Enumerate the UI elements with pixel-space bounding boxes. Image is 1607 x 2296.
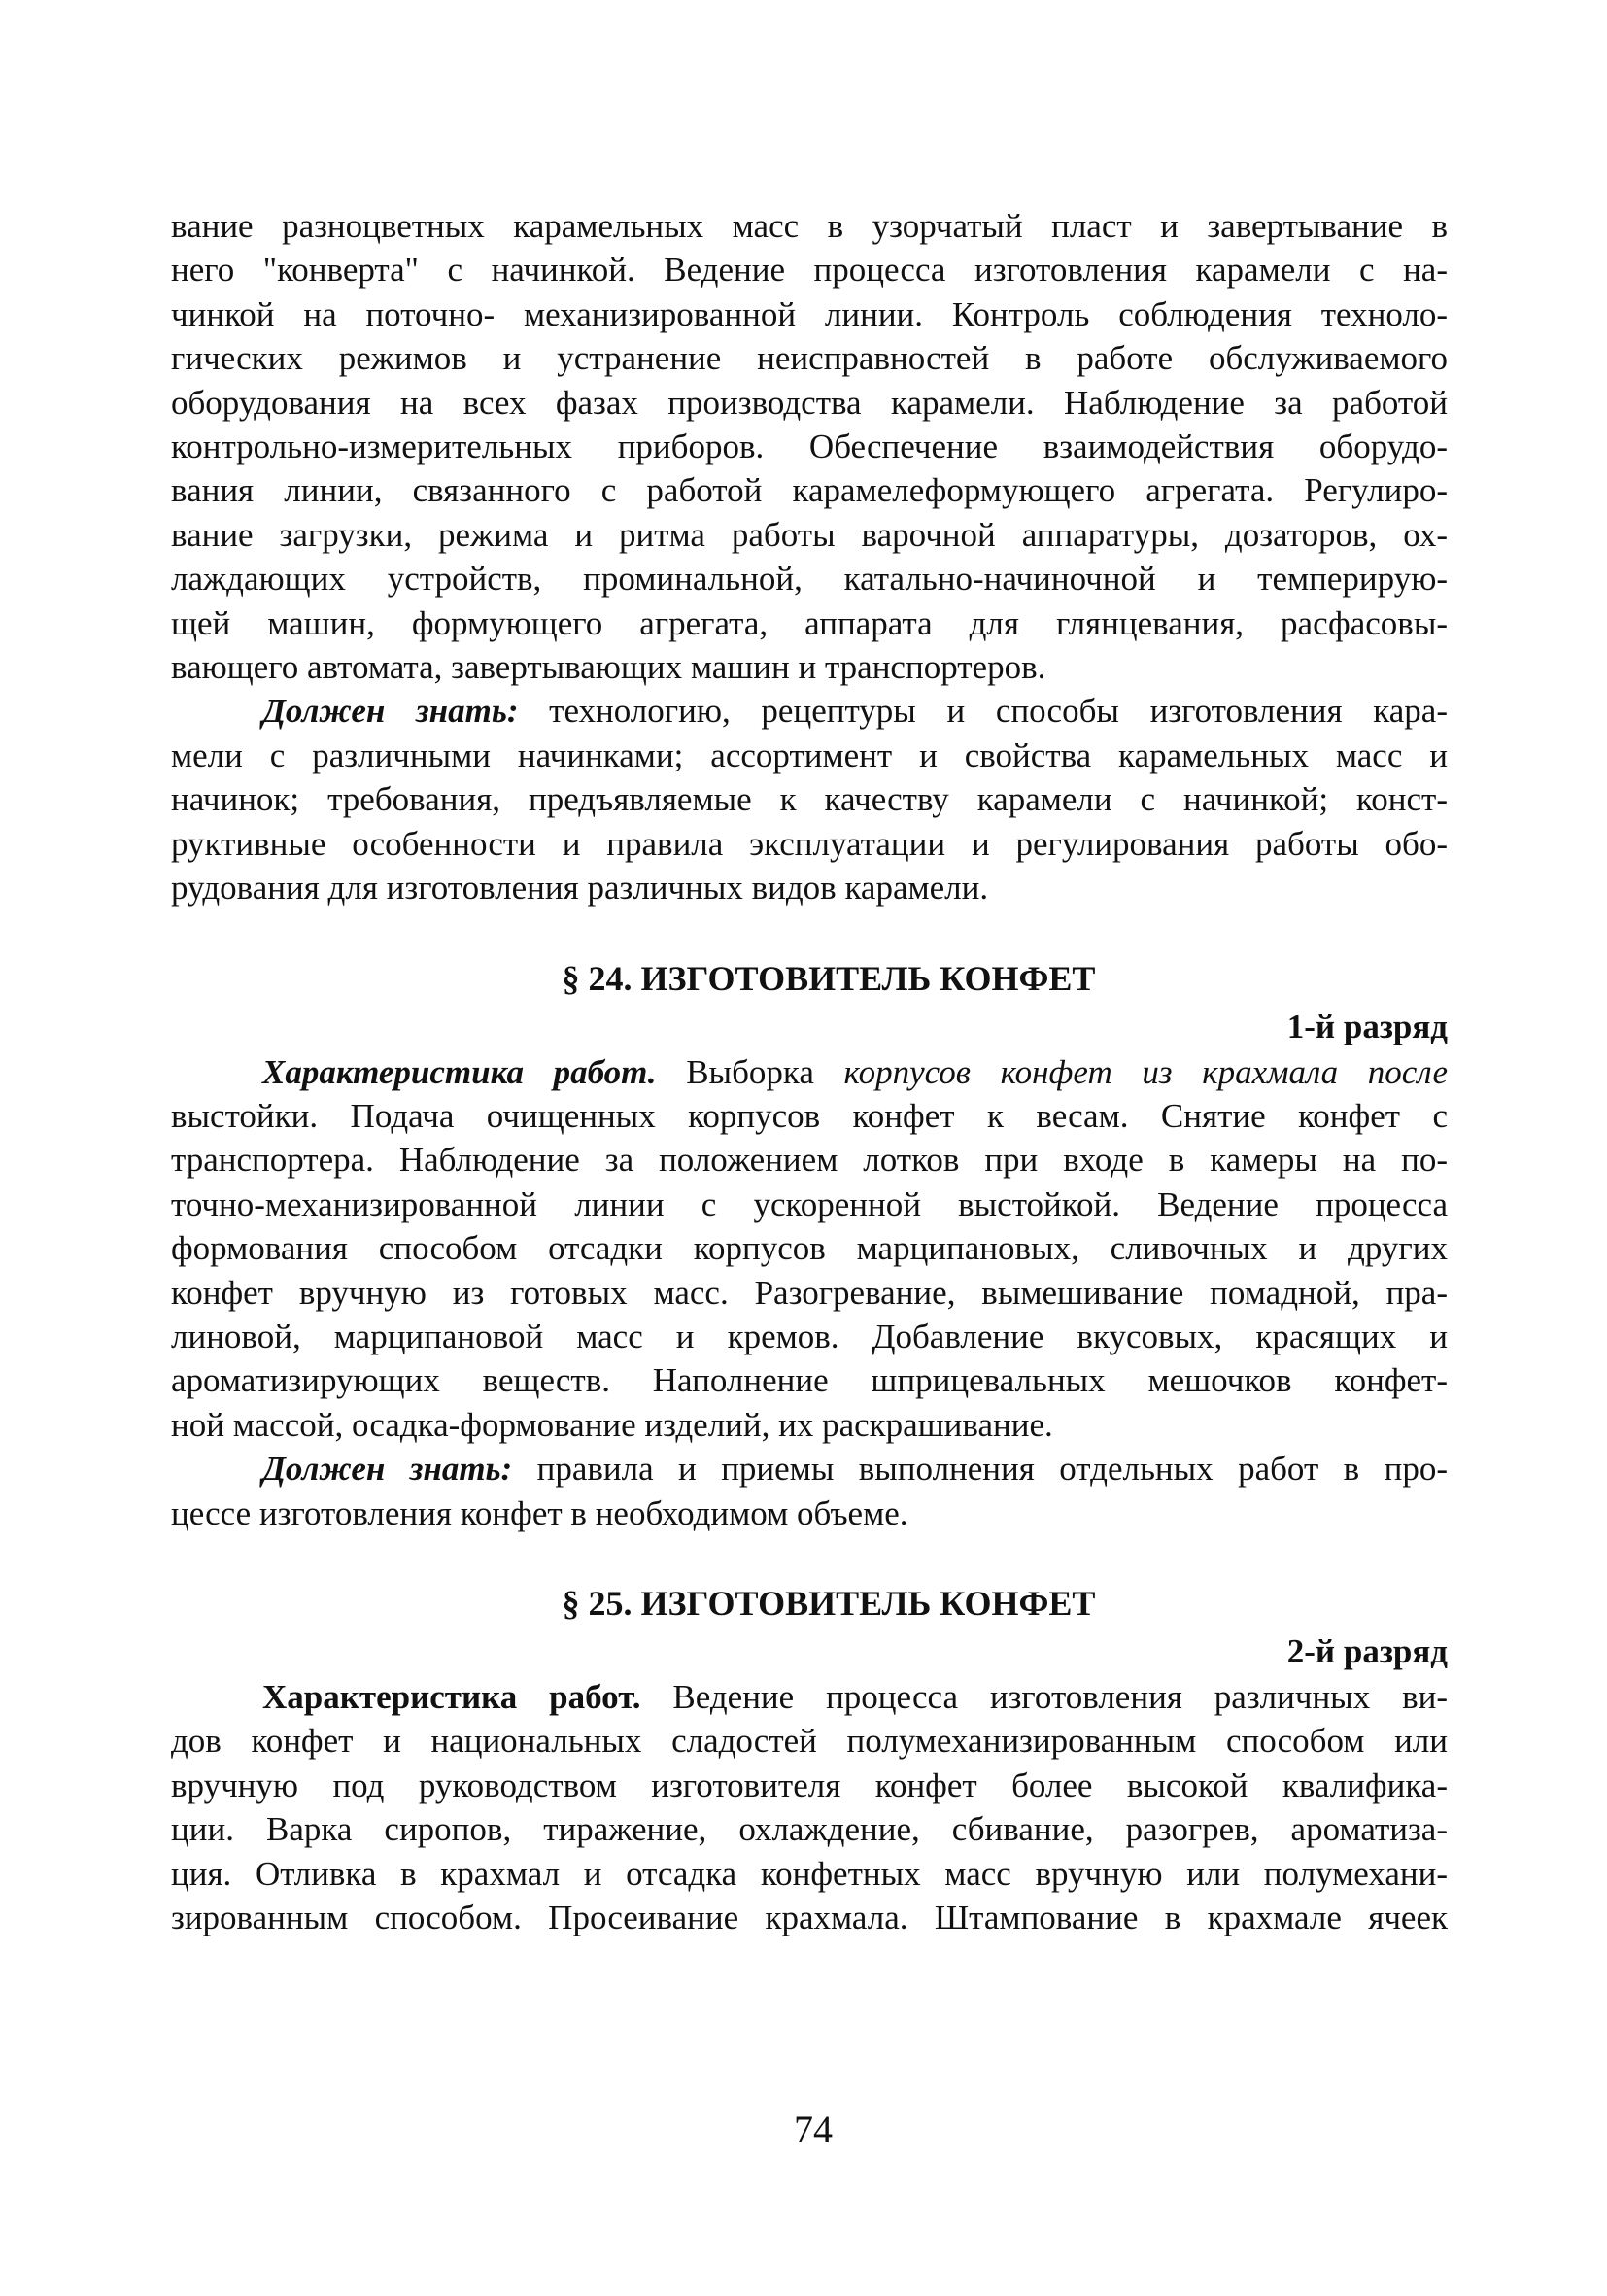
text-line: гических режимов и устранение неисправностей в работе обслуживаемого <box>171 339 1448 378</box>
knowledge-label: Должен знать: <box>262 692 519 731</box>
section-25 <box>171 1580 1448 1939</box>
knowledge-label: Должен знать: <box>262 1450 513 1489</box>
section-24 <box>171 955 1448 1535</box>
page-number: 74 <box>794 2108 833 2151</box>
text-line <box>171 1050 1448 1094</box>
text-line: чинкой на поточно- механизированной линии. Контроль соблюдения техноло- <box>171 294 1448 333</box>
text-line: вручную под руководством изготовителя конфет более высокой квалифика- <box>171 1765 1448 1804</box>
knowledge-text: технологию, рецептуры и способы изготовления кара- <box>518 692 1448 731</box>
characteristics-label: Характеристика работ. <box>262 1052 657 1091</box>
continuation-paragraph <box>171 204 1448 689</box>
text-line <box>171 689 1448 733</box>
characteristics-text: Ведение процесса изготовления различных ви- <box>640 1677 1448 1716</box>
text-line: рудования для изготовления различных видов карамели. <box>171 869 989 908</box>
knowledge-text: правила и приемы выполнения отдельных работ в про- <box>512 1450 1448 1489</box>
text-line: ной массой, осадка-формование изделий, их раскрашивание. <box>171 1405 1053 1444</box>
text-line: контрольно-измерительных приборов. Обеспечение взаимодействия оборудо- <box>171 428 1448 466</box>
characteristics-text: Выборка <box>656 1052 844 1091</box>
characteristics-paragraph <box>171 1050 1448 1448</box>
text-line <box>171 1447 1448 1491</box>
text-line: мели с различными начинками; ассортимент и свойства карамельных масс и <box>171 736 1448 774</box>
text-line: щей машин, формующего агрегата, аппарата для глянцевания, расфасовы- <box>171 603 1448 642</box>
text-line: транспортера. Наблюдение за положением лотков при входе в камеры на по- <box>171 1141 1448 1180</box>
text-line: точно-механизированной линии с ускоренной выстойкой. Ведение процесса <box>171 1184 1448 1223</box>
grade-label: 2-й разряд <box>1286 1631 1448 1670</box>
text-line: вающего автомата, завертывающих машин и транспортеров. <box>171 648 1046 687</box>
text-line: ароматизирующих веществ. Наполнение шприцевальных мешочков конфет- <box>171 1361 1448 1400</box>
text-line: лаждающих устройств, проминальной, катально-начиночной и темперирую- <box>171 560 1448 599</box>
text-line: вание загрузки, режима и ритма работы варочной аппаратуры, дозаторов, ох- <box>171 515 1448 554</box>
text-line <box>171 1675 1448 1719</box>
text-line: конфет вручную из готовых масс. Разогревание, вымешивание помадной, пра- <box>171 1273 1448 1312</box>
text-line: руктивные особенности и правила эксплуатации и регулирования работы обо- <box>171 824 1448 863</box>
text-line: ции. Варка сиропов, тиражение, охлаждение, сбивание, разогрев, ароматиза- <box>171 1810 1448 1849</box>
knowledge-paragraph <box>171 1447 1448 1535</box>
text-line: формования способом отсадки корпусов марципановых, сливочных и других <box>171 1229 1448 1268</box>
text-line: линовой, марципановой масс и кремов. Добавление вкусовых, красящих и <box>171 1317 1448 1355</box>
section-heading: § 25. ИЗГОТОВИТЕЛЬ КОНФЕТ <box>562 1583 1096 1623</box>
grade-label: 1-й разряд <box>1286 1007 1448 1045</box>
knowledge-paragraph <box>171 689 1448 909</box>
text-line: ция. Отливка в крахмал и отсадка конфетных масс вручную или полумехани- <box>171 1854 1448 1893</box>
text-line: дов конфет и национальных сладостей полумеханизированным способом или <box>171 1722 1448 1761</box>
text-line: зированным способом. Просеивание крахмала. Штампование в крахмале ячеек <box>171 1899 1448 1936</box>
text-line: оборудования на всех фазах производства карамели. Наблюдение за работой <box>171 383 1448 422</box>
text-line: вания линии, связанного с работой карамелеформующего агрегата. Регулиро- <box>171 471 1448 510</box>
text-line: него "конверта" с начинкой. Ведение процесса изготовления карамели с на- <box>171 251 1448 290</box>
text-line: цессе изготовления конфет в необходимом объеме. <box>171 1493 908 1532</box>
text-line: начинок; требования, предъявляемые к качеству карамели с начинкой; конст- <box>171 780 1448 819</box>
section-heading: § 24. ИЗГОТОВИТЕЛЬ КОНФЕТ <box>562 958 1096 998</box>
page-body <box>171 204 1448 1939</box>
characteristics-paragraph <box>171 1675 1448 1939</box>
characteristics-label: Характеристика работ. <box>262 1677 641 1716</box>
characteristics-italic-text: корпусов конфет из крахмала после <box>843 1052 1448 1091</box>
text-line: вание разноцветных карамельных масс в узорчатый пласт и завертывание в <box>171 207 1448 245</box>
text-line: выстойки. Подача очищенных корпусов конфет к весам. Снятие конфет с <box>171 1096 1448 1135</box>
